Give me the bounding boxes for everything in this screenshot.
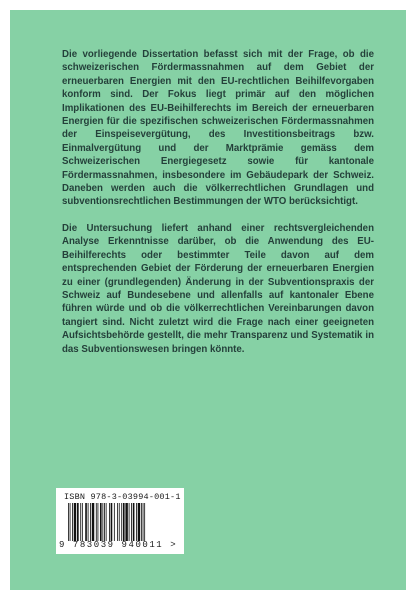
barcode-bar: [98, 503, 99, 541]
barcode-bar: [136, 503, 137, 541]
barcode-bar: [109, 503, 110, 541]
barcode-bar: [131, 503, 132, 541]
barcode-bars: [68, 503, 176, 541]
barcode-bar: [123, 503, 125, 541]
isbn-barcode: [56, 488, 184, 554]
barcode-bar: [102, 503, 103, 541]
barcode-bar: [141, 503, 142, 541]
barcode-bar: [68, 503, 69, 541]
barcode-bar: [143, 503, 144, 541]
blurb-paragraph-2: Die Untersuchung liefert anhand einer rechtsvergleichenden Analyse Erkenntnisse darüber, ob die Anwendung des EU-Beihilferechts oder bestimmter Teile davon auf dem entsprechenden Gebiet der Förderung der erneuerbaren Energien zu einer (grundlegenden) Änderung in der Subventionspraxis der Schweiz auf Bundesebene und allenfalls auf kantonaler Ebene führen würde und ob die völkerrechtlichen Vereinbarungen davon tangiert sind. Nicht zuletzt wird die Frage nach einer geeigneten Aufsichtsbehörde gestellt, die mehr Transparenz und Systematik in das Subventionswesen bringen könnte.: [62, 222, 374, 355]
barcode-bar: [144, 503, 145, 541]
barcode-bar: [70, 503, 71, 541]
barcode-bar: [119, 503, 120, 541]
blurb-paragraph-1: Die vorliegende Dissertation befasst sich mit der Frage, ob die schweizerischen Fördermassnahmen auf dem Gebiet der erneuerbaren Energien mit den EU-rechtlichen Beihilfevorgaben konform sind. Der Fokus liegt primär auf den möglichen Implikationen des EU-Beihilferechts im Bereich der erneuerbaren Energien für die spezifischen schweizerischen Fördermassnahmen der Einspeisevergütung, des Investitionsbeitrags bzw. Einmalvergütung und der Marktprämie gemäss dem Schweizerischen Energiegesetz sowie für kantonale Fördermassnahmen, insbesondere im Gebäudepark der Schweiz. Daneben werden auch die völkerrechtlichen Grundlagen und subventionsrechtlichen Bestimmungen der WTO berücksichtigt.: [62, 49, 374, 208]
barcode-bar: [111, 503, 113, 541]
barcode-bar: [96, 503, 97, 541]
barcode-bar: [88, 503, 89, 541]
barcode-bar: [133, 503, 135, 541]
barcode-bar: [117, 503, 118, 541]
barcode-bar: [90, 503, 91, 541]
barcode-bar: [121, 503, 122, 541]
isbn-label: ISBN 978-3-03994-001-1: [64, 492, 181, 502]
barcode-bar: [100, 503, 102, 541]
barcode-bar: [106, 503, 107, 541]
barcode-bar: [74, 503, 76, 541]
barcode-bar: [85, 503, 87, 541]
barcode-digits: 9 783039 940011 >: [59, 540, 178, 550]
barcode-bar: [72, 503, 73, 541]
cover-blurb: [62, 48, 374, 369]
barcode-bar: [129, 503, 130, 541]
barcode-bar: [125, 503, 127, 541]
barcode-bar: [104, 503, 105, 541]
barcode-bar: [138, 503, 140, 541]
barcode-bar: [77, 503, 79, 541]
barcode-bar: [114, 503, 115, 541]
barcode-bar: [92, 503, 94, 541]
barcode-bar: [80, 503, 81, 541]
barcode-bar: [82, 503, 83, 541]
